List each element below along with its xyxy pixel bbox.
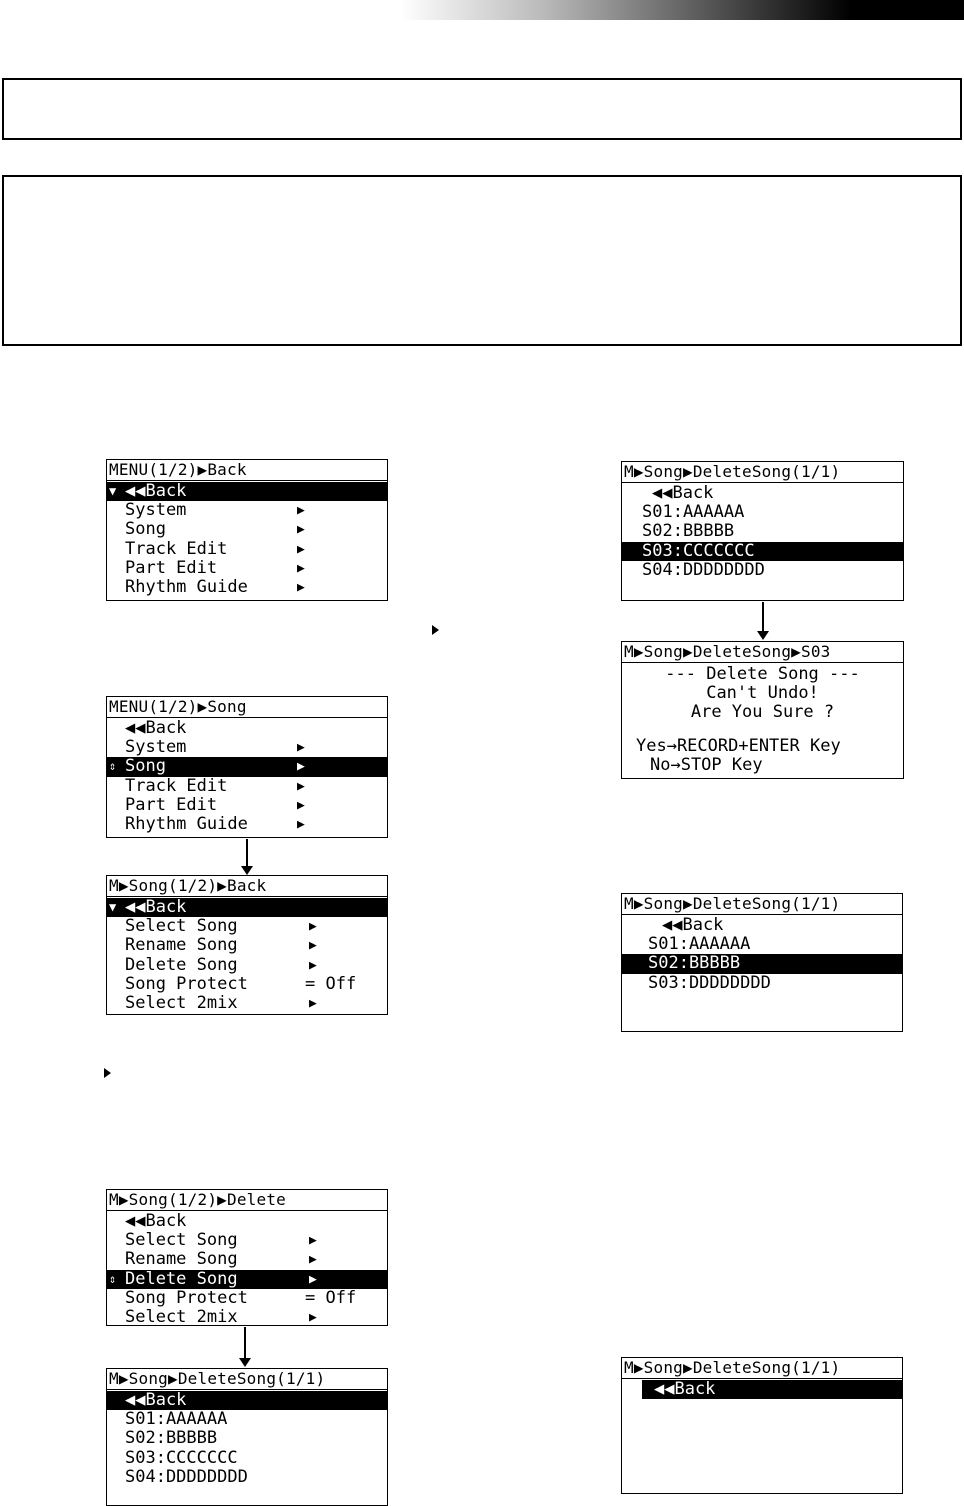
heading-box [2, 78, 962, 140]
menu-row-back[interactable] [107, 1212, 387, 1231]
chevron-right-icon: ▶ [309, 1271, 317, 1287]
lcd-delete-song-empty [621, 1357, 903, 1494]
song-row-back[interactable] [642, 1380, 902, 1399]
song-row[interactable] [107, 1410, 387, 1429]
menu-row-label: Select Song [125, 916, 238, 937]
song-row-back[interactable] [107, 1391, 387, 1410]
song-row[interactable] [107, 1429, 387, 1448]
menu-row-back[interactable] [107, 482, 387, 501]
song-row-label: S01:AAAAAA [648, 934, 751, 955]
menu-row-delete-song[interactable] [107, 1270, 387, 1289]
song-row-back[interactable] [622, 916, 902, 935]
chevron-right-icon: ▶ [297, 778, 305, 794]
confirm-warning: Can't Undo! [706, 683, 819, 704]
lcd-title: M▶Song▶DeleteSong(1/1) [622, 1358, 902, 1379]
chevron-right-icon: ▶ [297, 816, 305, 832]
chevron-right-icon: ▶ [297, 797, 305, 813]
lcd-title: M▶Song(1/2)▶Delete [107, 1190, 387, 1211]
song-row-label: S02:BBBBB [648, 953, 741, 974]
chevron-right-icon: ▶ [297, 740, 305, 756]
song-row[interactable] [622, 935, 902, 954]
lcd-delete-song-select [621, 461, 904, 601]
menu-row-label: Part Edit [125, 794, 218, 815]
song-row-label: S01:AAAAAA [125, 1409, 228, 1430]
menu-row-label: Song [125, 519, 166, 540]
lcd-title: M▶Song▶DeleteSong(1/1) [622, 894, 902, 915]
confirm-spacer [622, 723, 903, 737]
flow-arrow [762, 602, 764, 638]
menu-row-select-song[interactable] [107, 917, 387, 936]
song-row[interactable] [622, 974, 902, 993]
chevron-right-icon: ▶ [309, 1309, 317, 1325]
scroll-down-icon: ▼ [109, 900, 117, 914]
scroll-updown-icon: ⇕ [109, 1271, 117, 1286]
scroll-down-icon: ▼ [109, 484, 117, 498]
menu-row-select-2mix[interactable] [107, 1308, 387, 1326]
menu-row-label: ◀◀Back [125, 897, 187, 917]
menu-row-system[interactable] [107, 501, 387, 520]
bullet-triangle-icon [432, 625, 439, 635]
lcd-song-delete [106, 1189, 388, 1326]
confirm-yes-instruction[interactable]: Yes→RECORD+ENTER Key [636, 735, 841, 756]
menu-row-label: Track Edit [125, 775, 228, 796]
song-protect-value: = Off [305, 1287, 357, 1308]
chevron-right-icon: ▶ [309, 957, 317, 973]
lcd-title: MENU(1/2)▶Song [107, 697, 387, 718]
menu-row-part-edit[interactable] [107, 796, 387, 815]
note-box [2, 175, 962, 346]
menu-row-label: Delete Song [125, 1268, 238, 1289]
menu-row-select-song[interactable] [107, 1231, 387, 1250]
chevron-right-icon: ▶ [309, 1233, 317, 1249]
menu-row-label: Delete Song [125, 954, 238, 975]
menu-row-delete-song[interactable] [107, 956, 387, 975]
menu-row-label: Song Protect [125, 973, 248, 994]
chevron-right-icon: ▶ [297, 560, 305, 576]
menu-row-label: Rename Song [125, 935, 238, 956]
menu-row-label: ◀◀Back [125, 1211, 187, 1231]
menu-row-label: Track Edit [125, 538, 228, 559]
menu-row-label: Select 2mix [125, 992, 238, 1013]
song-row-label: ◀◀Back [662, 915, 724, 935]
menu-row-song-protect[interactable] [107, 1289, 387, 1308]
song-row[interactable] [107, 1449, 387, 1468]
lcd-title: M▶Song▶DeleteSong▶S03 [622, 642, 903, 663]
song-row-label: S04:DDDDDDDD [642, 559, 765, 580]
menu-row-rhythm-guide[interactable] [107, 578, 387, 597]
menu-row-label: System [125, 737, 187, 758]
lcd-title: M▶Song▶DeleteSong(1/1) [107, 1369, 387, 1390]
menu-row-back[interactable] [107, 719, 387, 738]
song-row[interactable] [107, 1468, 387, 1487]
bullet-triangle-icon [104, 1068, 111, 1078]
song-row-label: ◀◀Back [125, 1390, 187, 1410]
menu-row-track-edit[interactable] [107, 777, 387, 796]
confirm-no-instruction[interactable]: No→STOP Key [650, 754, 763, 775]
menu-row-label: ◀◀Back [125, 718, 187, 738]
lcd-delete-song-list [106, 1368, 388, 1506]
menu-row-song-protect[interactable] [107, 975, 387, 994]
menu-row-label: Select 2mix [125, 1306, 238, 1326]
menu-row-select-2mix[interactable] [107, 994, 387, 1013]
song-protect-value: = Off [305, 973, 357, 994]
menu-row-rename-song[interactable] [107, 1250, 387, 1269]
menu-row-system[interactable] [107, 738, 387, 757]
chevron-right-icon: ▶ [297, 503, 305, 519]
song-row[interactable] [622, 561, 903, 580]
lcd-title: M▶Song(1/2)▶Back [107, 876, 387, 897]
chevron-right-icon: ▶ [297, 541, 305, 557]
menu-row-track-edit[interactable] [107, 540, 387, 559]
menu-row-label: System [125, 500, 187, 521]
song-row-label: S01:AAAAAA [642, 502, 745, 523]
song-row-label: S04:DDDDDDDD [125, 1466, 248, 1487]
chevron-right-icon: ▶ [309, 919, 317, 935]
chevron-right-icon: ▶ [297, 579, 305, 595]
menu-row-label: Part Edit [125, 557, 218, 578]
chevron-right-icon: ▶ [309, 938, 317, 954]
menu-row-back[interactable] [107, 898, 387, 917]
lcd-menu-back [106, 459, 388, 601]
confirm-question: Are You Sure ? [690, 702, 835, 723]
song-row-label: ◀◀Back [654, 1379, 716, 1399]
menu-row-rhythm-guide[interactable] [107, 815, 387, 834]
song-row-selected[interactable] [622, 542, 903, 561]
menu-row-label: Rhythm Guide [125, 576, 248, 597]
menu-row-song[interactable] [107, 520, 387, 539]
chevron-right-icon: ▶ [297, 522, 305, 538]
menu-row-label: ◀◀Back [125, 481, 187, 501]
chevron-right-icon: ▶ [309, 1252, 317, 1268]
song-row-selected[interactable] [622, 954, 902, 973]
song-row-label: S03:CCCCCCC [642, 540, 755, 561]
lcd-delete-song-after [621, 893, 903, 1032]
menu-row-song[interactable] [107, 757, 387, 776]
lcd-delete-confirm [621, 641, 904, 779]
scroll-updown-icon: ⇕ [109, 759, 117, 774]
menu-row-label: Select Song [125, 1230, 238, 1251]
chevron-right-icon: ▶ [309, 995, 317, 1011]
menu-row-label: Song Protect [125, 1287, 248, 1308]
confirm-heading: --- Delete Song --- [665, 664, 860, 684]
song-row-label: S02:BBBBB [642, 521, 735, 542]
song-row-label: S02:BBBBB [125, 1428, 218, 1449]
song-row[interactable] [622, 503, 903, 522]
menu-row-label: Rename Song [125, 1249, 238, 1270]
song-row-back[interactable] [622, 484, 903, 503]
lcd-song-back [106, 875, 388, 1015]
flow-arrow [246, 839, 248, 873]
flow-arrow [244, 1327, 246, 1365]
lcd-title: MENU(1/2)▶Back [107, 460, 387, 481]
song-row[interactable] [622, 522, 903, 541]
chevron-right-icon: ▶ [297, 759, 305, 775]
lcd-menu-song [106, 696, 388, 838]
menu-row-part-edit[interactable] [107, 559, 387, 578]
header-gradient-bar [400, 0, 964, 20]
menu-row-label: Rhythm Guide [125, 813, 248, 834]
menu-row-label: Song [125, 756, 166, 777]
song-row-label: S03:CCCCCCC [125, 1447, 238, 1468]
menu-row-rename-song[interactable] [107, 936, 387, 955]
song-row-label: S03:DDDDDDDD [648, 972, 771, 993]
lcd-title: M▶Song▶DeleteSong(1/1) [622, 462, 903, 483]
song-row-label: ◀◀Back [652, 483, 714, 503]
